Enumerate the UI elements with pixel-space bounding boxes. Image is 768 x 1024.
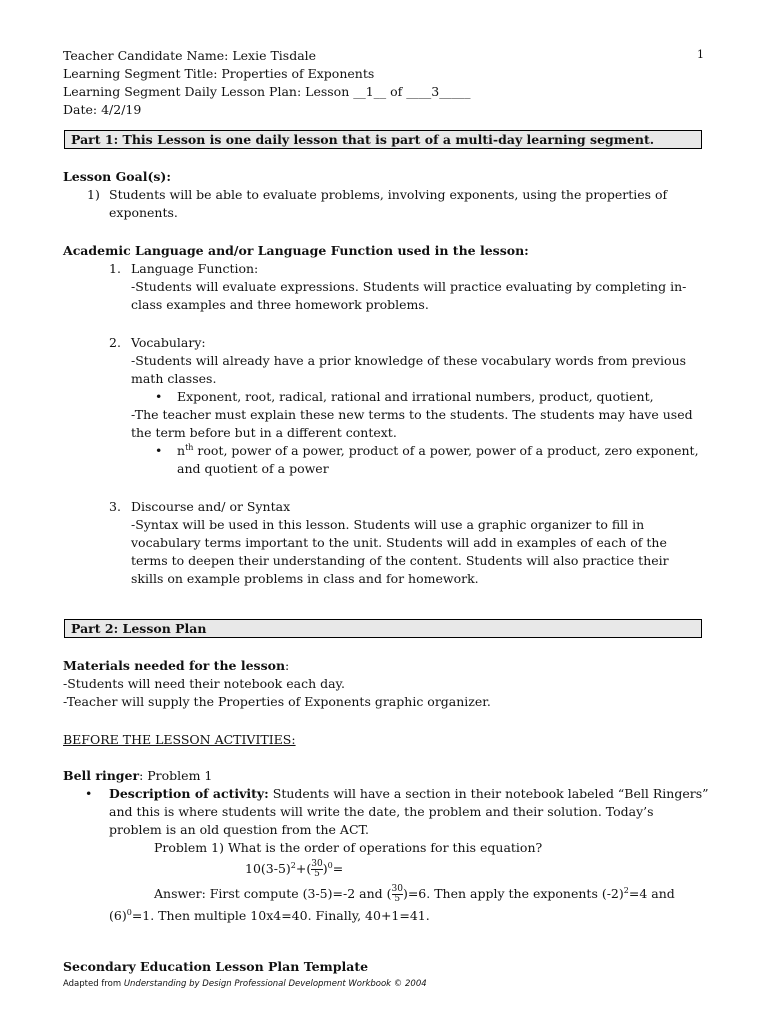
bullet-text: Exponent, root, radical, rational and irrational numbers, product, quotient,: [177, 389, 654, 404]
item-number: 2.: [109, 335, 121, 350]
item-title: Vocabulary:: [131, 335, 206, 350]
item-line: -The teacher must explain these new terms to the students. The students may have used: [131, 407, 693, 422]
item-line: -Students will evaluate expressions. Students will practice evaluating by completing in-: [131, 279, 687, 294]
bell-value: : Problem 1: [139, 768, 213, 783]
bell-ringer: Bell ringer: Problem 1 • Description of activity: Students will have a section in their notebook labeled “Bell Ringers” and this is where students will write the date, the problem and their solution. Today’s problem is an old question from the ACT. Problem 1) What is the order of operations for this equation? $10(3-5)^2+$( $\frac{30}{5}$ )$^0$= Answer: First compute (3-5)=-2 and ( $\frac{30}{5}$ )=6. Then apply the exponents $(-2)^2=4$ and $(6)^0=1$. Then multiple 10x4=40. Finally, 40+1=41.: [63, 767, 711, 925]
footer-note: Adapted from Understanding by Design Professional Development Workbook © 2004: [63, 979, 427, 989]
materials-line: -Teacher will supply the Properties of Exponents graphic organizer.: [63, 694, 491, 709]
lesson-goals: [63, 168, 711, 222]
bullet-text: and quotient of a power: [177, 461, 329, 476]
part2-banner: Part 2: Lesson Plan: [64, 619, 702, 638]
segment-title: Learning Segment Title: Properties of Exponents: [63, 66, 375, 81]
problem-question: Problem 1) What is the order of operations for this equation?: [154, 840, 543, 855]
bullet-dot: •: [85, 786, 93, 801]
bullet-dot: •: [155, 443, 163, 458]
bell-label: Bell ringer: [63, 768, 140, 783]
goal-line: exponents.: [109, 205, 178, 220]
footer-title: Secondary Education Lesson Plan Template: [63, 959, 369, 974]
lesson-goals-heading: Lesson Goal(s):: [63, 169, 171, 184]
lesson-number: Learning Segment Daily Lesson Plan: Lesson __1__ of ____3_____: [63, 84, 471, 99]
bullet-text: $n^{th}$ root, power of a power, product of a power, power of a product, zero exponent,: [177, 442, 699, 458]
problem-equation: $10(3-5)^2+$( $\frac{30}{5}$ )$^0$=: [245, 859, 344, 879]
bullet-dot: •: [155, 389, 163, 404]
goal-number: 1): [87, 187, 100, 202]
header-block: [63, 47, 711, 119]
page-number: 1: [697, 48, 704, 61]
item-line: the term before but in a different context.: [131, 425, 397, 440]
lesson-date: Date: 4/2/19: [63, 102, 142, 117]
item-line: vocabulary terms important to the unit. Students will add in examples of each of the: [131, 535, 667, 550]
desc-line: and this is where students will write the date, the problem and their solution. Today’s: [109, 804, 654, 819]
item-title: Language Function:: [131, 261, 259, 276]
answer-line: $(6)^0=1$. Then multiple 10x4=40. Finally, 40+1=41.: [109, 907, 430, 923]
item-line: terms to deepen their understanding of the content. Students will also practice their: [131, 553, 669, 568]
part1-banner: Part 1: This Lesson is one daily lesson that is part of a multi-day learning segment.: [64, 130, 702, 149]
item-line: math classes.: [131, 371, 217, 386]
desc-label: Description of activity:: [109, 786, 269, 801]
goal-line: Students will be able to evaluate problems, involving exponents, using the properties of: [109, 187, 668, 202]
materials: Materials needed for the lesson: -Students will need their notebook each day. -Teacher will supply the Properties of Exponents graphic organizer.: [63, 657, 711, 711]
materials-heading: Materials needed for the lesson: [63, 658, 286, 673]
item-line: skills on example problems in class and for homework.: [131, 571, 479, 586]
item-number: 3.: [109, 499, 121, 514]
desc-line: problem is an old question from the ACT.: [109, 822, 369, 837]
materials-line: -Students will need their notebook each day.: [63, 676, 345, 691]
item-line: class examples and three homework problems.: [131, 297, 429, 312]
academic-language: [63, 242, 711, 588]
answer-line: Answer: First compute (3-5)=-2 and ( $\frac{30}{5}$ )=6. Then apply the exponents $(-2)^2=4$ and: [154, 884, 675, 904]
academic-heading: Academic Language and/or Language Function used in the lesson:: [63, 243, 529, 258]
before-heading: BEFORE THE LESSON ACTIVITIES:: [63, 732, 296, 747]
item-number: 1.: [109, 261, 121, 276]
item-line: -Syntax will be used in this lesson. Students will use a graphic organizer to fill in: [131, 517, 645, 532]
item-title: Discourse and/ or Syntax: [131, 499, 291, 514]
teacher-name: Teacher Candidate Name: Lexie Tisdale: [63, 48, 317, 63]
item-line: -Students will already have a prior knowledge of these vocabulary words from previous: [131, 353, 687, 368]
